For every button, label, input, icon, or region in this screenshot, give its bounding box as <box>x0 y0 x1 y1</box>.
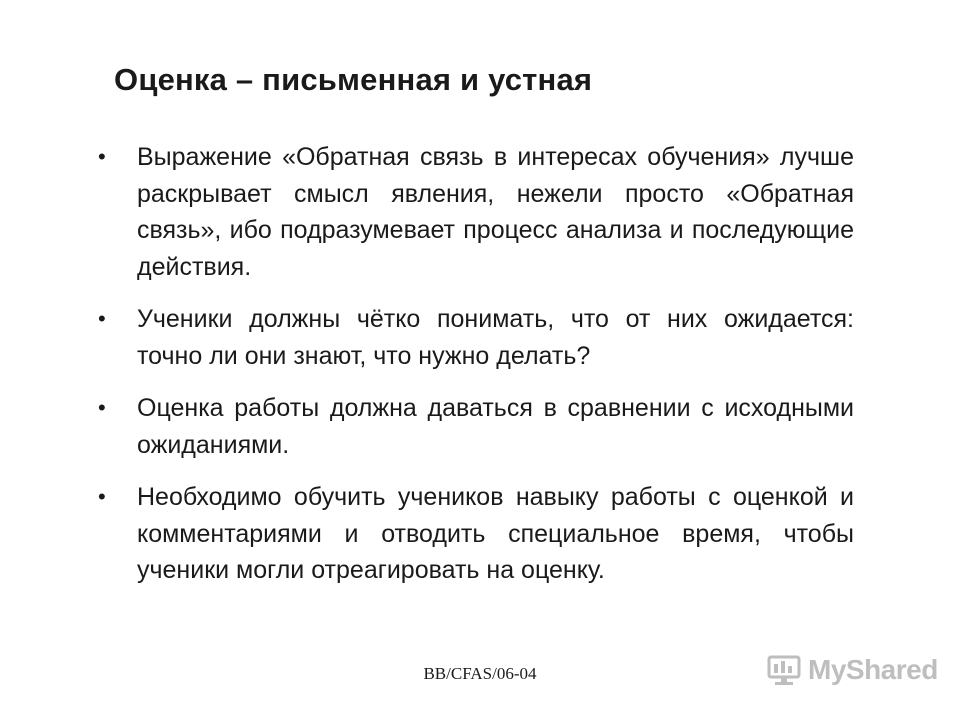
watermark <box>766 653 938 687</box>
bullet-item <box>96 139 854 285</box>
slide-title: Оценка – письменная и устная <box>114 62 593 97</box>
bullet-icon: • <box>98 484 106 509</box>
bullet-text: Необходимо обучить учеников навыку работы с оценкой и комментариями и отводить специальное время, чтобы ученики могли отреагировать на оценку. <box>137 483 854 584</box>
bullet-text: Оценка работы должна даваться в сравнении с исходными ожиданиями. <box>137 394 854 459</box>
bullet-item <box>96 479 854 589</box>
bullet-item <box>96 301 854 374</box>
bullet-text: Ученики должны чётко понимать, что от них ожидается: точно ли они знают, что нужно делать? <box>137 305 854 370</box>
bullet-list <box>96 139 854 589</box>
footer-code: BB/CFAS/06-04 <box>423 664 537 683</box>
bullet-item <box>96 390 854 463</box>
watermark-text: MyShared <box>808 654 938 685</box>
bullet-text: Выражение «Обратная связь в интересах обучения» лучше раскрывает смысл явления, нежели просто «Обратная связь», ибо подразумевает процесс анализа и последующие действия. <box>137 143 854 281</box>
bullet-icon: • <box>98 306 106 331</box>
bullet-icon: • <box>98 144 106 169</box>
bullet-icon: • <box>98 395 106 420</box>
myshared-logo-icon <box>766 653 802 687</box>
